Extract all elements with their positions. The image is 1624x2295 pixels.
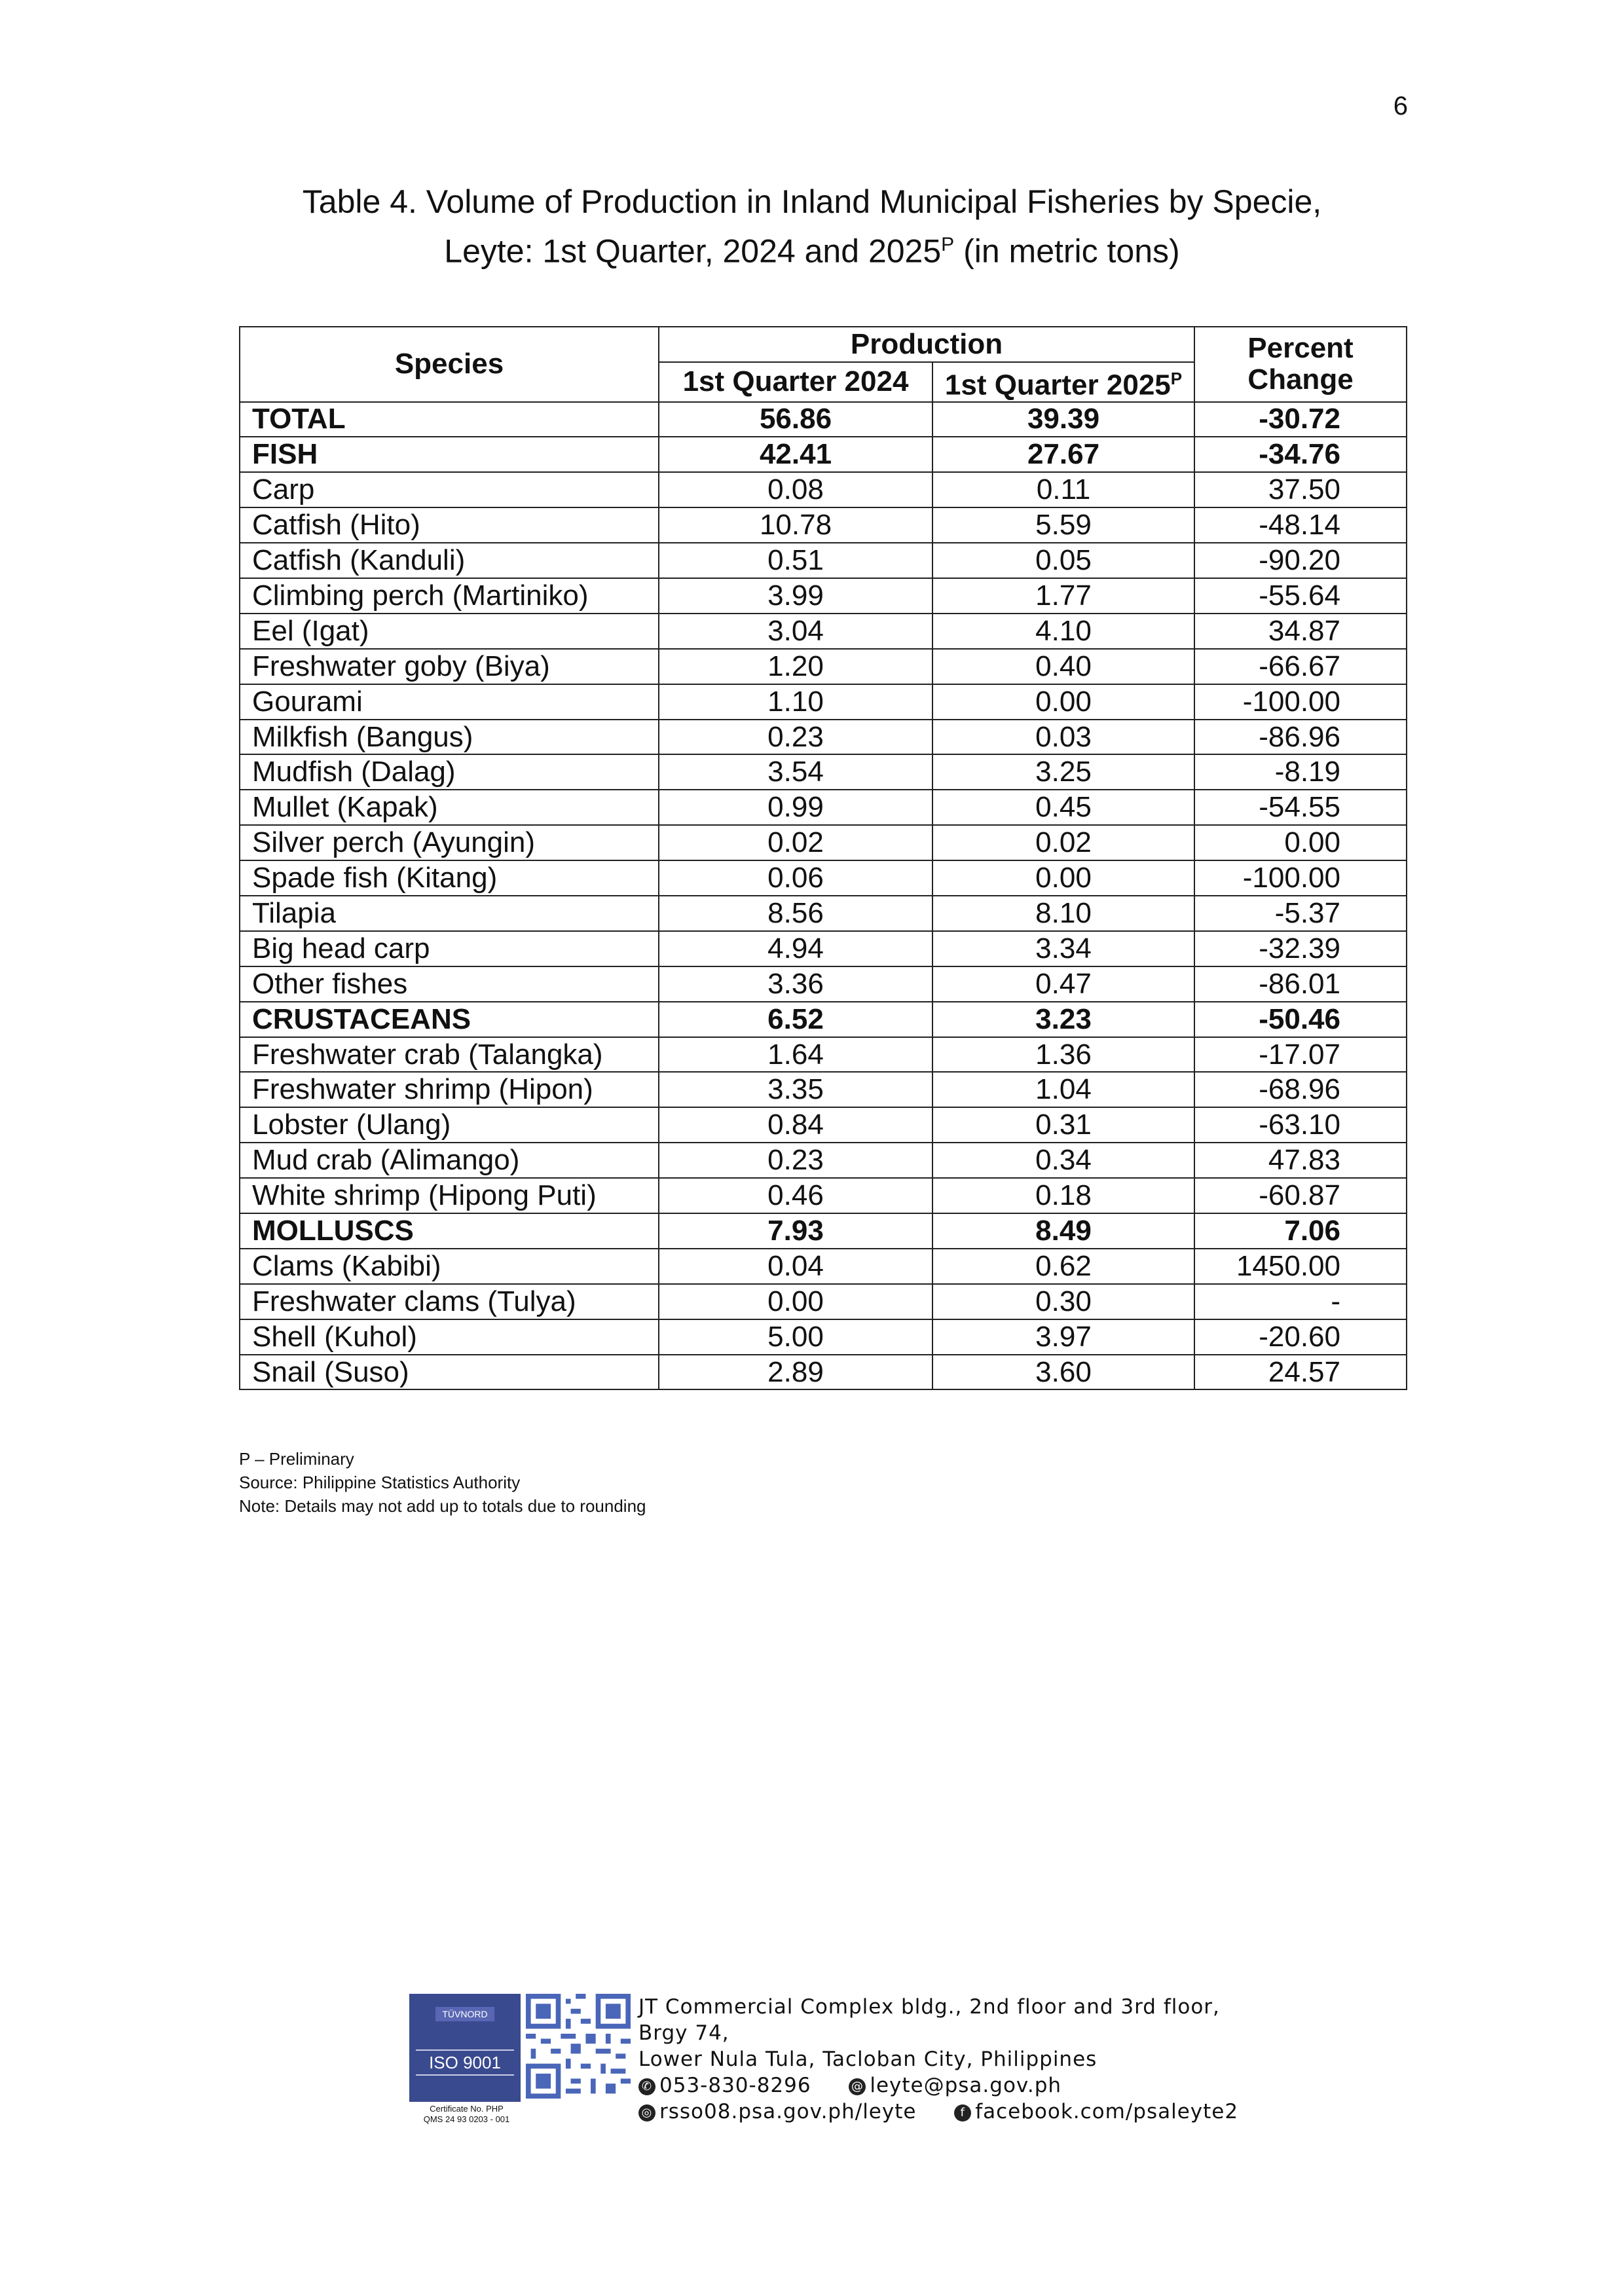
q2025-cell: 8.49 (932, 1213, 1194, 1249)
note-preliminary: P – Preliminary (239, 1449, 354, 1469)
phone-number: 053-830-8296 (659, 2074, 811, 2097)
q2024-cell: 0.04 (659, 1249, 932, 1284)
species-cell: Catfish (Hito) (240, 507, 659, 543)
species-cell: Big head carp (240, 931, 659, 966)
q2025-cell: 0.00 (932, 860, 1194, 896)
species-cell: Tilapia (240, 896, 659, 931)
percent-change-cell: -100.00 (1194, 860, 1407, 896)
table-row (240, 720, 1407, 755)
percent-change-cell: -54.55 (1194, 790, 1407, 825)
tuv-logo: TÜVNORD (435, 2007, 494, 2021)
species-cell: Shell (Kuhol) (240, 1319, 659, 1355)
q2024-cell: 3.99 (659, 578, 932, 614)
iso-label: ISO 9001 (416, 2049, 514, 2076)
q2025-cell: 8.10 (932, 896, 1194, 931)
percent-change-cell: -68.96 (1194, 1072, 1407, 1107)
percent-change-cell: -30.72 (1194, 402, 1407, 437)
email-link[interactable]: leyte@psa.gov.ph (870, 2074, 1062, 2097)
q2024-cell: 5.00 (659, 1319, 932, 1355)
species-cell: FISH (240, 437, 659, 472)
table-row (240, 684, 1407, 720)
species-cell: Mullet (Kapak) (240, 790, 659, 825)
table-body (240, 402, 1407, 1390)
table-row (240, 437, 1407, 472)
production-table (239, 326, 1407, 1390)
table-row (240, 1143, 1407, 1178)
q2025-cell: 1.36 (932, 1037, 1194, 1073)
header-percent-line1: Percent (1247, 332, 1354, 365)
q2024-cell: 8.56 (659, 896, 932, 931)
q2025-cell: 4.10 (932, 614, 1194, 649)
table-title (0, 180, 1624, 273)
species-cell: CRUSTACEANS (240, 1002, 659, 1037)
title-superscript: P (941, 234, 955, 255)
q2024-cell: 3.54 (659, 754, 932, 790)
title-line-1: Table 4. Volume of Production in Inland Municipal Fisheries by Specie, (302, 183, 1322, 220)
species-cell: MOLLUSCS (240, 1213, 659, 1249)
percent-change-cell: 0.00 (1194, 825, 1407, 860)
species-cell: Silver perch (Ayungin) (240, 825, 659, 860)
species-cell: White shrimp (Hipong Puti) (240, 1178, 659, 1213)
species-cell: Carp (240, 472, 659, 507)
address-line-2: Lower Nula Tula, Tacloban City, Philippines (638, 2047, 1098, 2071)
cert-line-1: Certificate No. PHP (430, 2104, 504, 2114)
q2024-cell: 0.51 (659, 543, 932, 578)
table-row (240, 1213, 1407, 1249)
q2025-cell: 1.77 (932, 578, 1194, 614)
species-cell: Spade fish (Kitang) (240, 860, 659, 896)
table-row (240, 896, 1407, 931)
table-row (240, 1249, 1407, 1284)
percent-change-cell: -32.39 (1194, 931, 1407, 966)
header-species: Species (240, 327, 659, 402)
page-number: 6 (1393, 92, 1408, 120)
species-cell: Lobster (Ulang) (240, 1107, 659, 1143)
table-row (240, 1072, 1407, 1107)
header-percent-line2: Change (1247, 363, 1354, 396)
q2025-cell: 0.34 (932, 1143, 1194, 1178)
percent-change-cell: 47.83 (1194, 1143, 1407, 1178)
percent-change-cell: -86.01 (1194, 966, 1407, 1002)
percent-change-cell: -5.37 (1194, 896, 1407, 931)
q2024-cell: 0.06 (659, 860, 932, 896)
percent-change-cell: -17.07 (1194, 1037, 1407, 1073)
website-link[interactable]: rsso08.psa.gov.ph/leyte (659, 2100, 917, 2123)
percent-change-cell: 24.57 (1194, 1355, 1407, 1390)
header-percent-change (1194, 327, 1407, 402)
table-row (240, 1178, 1407, 1213)
q2025-cell: 5.59 (932, 507, 1194, 543)
table-row (240, 578, 1407, 614)
q2025-cell: 0.00 (932, 684, 1194, 720)
table-row (240, 614, 1407, 649)
q2025-cell: 0.11 (932, 472, 1194, 507)
species-cell: Clams (Kabibi) (240, 1249, 659, 1284)
q2025-cell: 0.18 (932, 1178, 1194, 1213)
species-cell: Gourami (240, 684, 659, 720)
q2024-cell: 1.20 (659, 649, 932, 684)
footer (409, 1994, 1261, 2125)
facebook-link[interactable]: facebook.com/psaleyte2 (975, 2100, 1239, 2123)
q2024-cell: 0.23 (659, 1143, 932, 1178)
table-row (240, 543, 1407, 578)
q2024-cell: 1.64 (659, 1037, 932, 1073)
table-row (240, 507, 1407, 543)
species-cell: Mud crab (Alimango) (240, 1143, 659, 1178)
q2024-cell: 10.78 (659, 507, 932, 543)
q2025-cell: 3.97 (932, 1319, 1194, 1355)
species-cell: Other fishes (240, 966, 659, 1002)
email-icon: @ (849, 2078, 866, 2095)
q2025-cell: 27.67 (932, 437, 1194, 472)
title-line-2 (0, 223, 1624, 273)
table-row (240, 649, 1407, 684)
q2025-cell: 3.34 (932, 931, 1194, 966)
iso-certification-badge (409, 1994, 521, 2102)
species-cell: Freshwater crab (Talangka) (240, 1037, 659, 1073)
q2025-cell: 1.04 (932, 1072, 1194, 1107)
table-row (240, 1319, 1407, 1355)
contact-row-1 (638, 2072, 1261, 2099)
percent-change-cell: -66.67 (1194, 649, 1407, 684)
table-row (240, 860, 1407, 896)
title-line-2-unit: (in metric tons) (954, 232, 1180, 270)
cert-line-2: QMS 24 93 0203 - 001 (423, 2114, 510, 2124)
table-row (240, 931, 1407, 966)
certificate-number (409, 2104, 524, 2125)
q2024-cell: 0.84 (659, 1107, 932, 1143)
species-cell: Climbing perch (Martiniko) (240, 578, 659, 614)
species-cell: Freshwater goby (Biya) (240, 649, 659, 684)
note-rounding: Note: Details may not add up to totals due to rounding (239, 1496, 646, 1516)
q2024-cell: 0.99 (659, 790, 932, 825)
percent-change-cell: -55.64 (1194, 578, 1407, 614)
q2025-cell: 3.25 (932, 754, 1194, 790)
q2024-cell: 0.08 (659, 472, 932, 507)
q2024-cell: 0.00 (659, 1284, 932, 1319)
q2024-cell: 0.23 (659, 720, 932, 755)
phone-icon: ✆ (638, 2078, 655, 2095)
q2025-cell: 39.39 (932, 402, 1194, 437)
q2024-cell: 3.36 (659, 966, 932, 1002)
facebook-icon: f (954, 2104, 971, 2121)
q2025-cell: 0.30 (932, 1284, 1194, 1319)
species-cell: Snail (Suso) (240, 1355, 659, 1390)
table-row (240, 402, 1407, 437)
table-notes (239, 1447, 646, 1518)
q2024-cell: 4.94 (659, 931, 932, 966)
header-q2025-text: 1st Quarter 2025 (944, 369, 1171, 401)
header-q2024: 1st Quarter 2024 (659, 362, 932, 402)
q2024-cell: 42.41 (659, 437, 932, 472)
q2025-cell: 0.05 (932, 543, 1194, 578)
contact-row-2 (638, 2099, 1261, 2125)
table-row (240, 472, 1407, 507)
percent-change-cell: - (1194, 1284, 1407, 1319)
percent-change-cell: -63.10 (1194, 1107, 1407, 1143)
percent-change-cell: -50.46 (1194, 1002, 1407, 1037)
table-row (240, 754, 1407, 790)
percent-change-cell: -100.00 (1194, 684, 1407, 720)
species-cell: Eel (Igat) (240, 614, 659, 649)
percent-change-cell: -20.60 (1194, 1319, 1407, 1355)
q2024-cell: 1.10 (659, 684, 932, 720)
percent-change-cell: -48.14 (1194, 507, 1407, 543)
q2025-cell: 3.60 (932, 1355, 1194, 1390)
table-row (240, 966, 1407, 1002)
q2024-cell: 6.52 (659, 1002, 932, 1037)
header-q2025 (932, 362, 1194, 402)
q2024-cell: 0.02 (659, 825, 932, 860)
q2024-cell: 3.35 (659, 1072, 932, 1107)
q2025-cell: 0.40 (932, 649, 1194, 684)
note-source: Source: Philippine Statistics Authority (239, 1473, 521, 1492)
q2024-cell: 7.93 (659, 1213, 932, 1249)
q2025-cell: 0.62 (932, 1249, 1194, 1284)
percent-change-cell: -86.96 (1194, 720, 1407, 755)
species-cell: Milkfish (Bangus) (240, 720, 659, 755)
table-row (240, 1107, 1407, 1143)
q2025-cell: 0.47 (932, 966, 1194, 1002)
table-row (240, 825, 1407, 860)
q2024-cell: 56.86 (659, 402, 932, 437)
contact-info (638, 1994, 1261, 2125)
species-cell: TOTAL (240, 402, 659, 437)
percent-change-cell: -8.19 (1194, 754, 1407, 790)
q2024-cell: 2.89 (659, 1355, 932, 1390)
percent-change-cell: -60.87 (1194, 1178, 1407, 1213)
percent-change-cell: 1450.00 (1194, 1249, 1407, 1284)
species-cell: Freshwater clams (Tulya) (240, 1284, 659, 1319)
q2024-cell: 3.04 (659, 614, 932, 649)
qr-code (526, 1994, 631, 2099)
percent-change-cell: -90.20 (1194, 543, 1407, 578)
q2025-cell: 0.03 (932, 720, 1194, 755)
table-row (240, 1002, 1407, 1037)
title-line-2-text: Leyte: 1st Quarter, 2024 and 2025 (444, 232, 942, 270)
percent-change-cell: 7.06 (1194, 1213, 1407, 1249)
header-production: Production (659, 327, 1194, 362)
table-row (240, 1355, 1407, 1390)
percent-change-cell: -34.76 (1194, 437, 1407, 472)
header-q2025-sup: P (1170, 368, 1183, 388)
address-line-1: JT Commercial Complex bldg., 2nd floor and 3rd floor, Brgy 74, (638, 1995, 1220, 2045)
q2024-cell: 0.46 (659, 1178, 932, 1213)
table-row (240, 790, 1407, 825)
species-cell: Mudfish (Dalag) (240, 754, 659, 790)
q2025-cell: 0.45 (932, 790, 1194, 825)
species-cell: Catfish (Kanduli) (240, 543, 659, 578)
percent-change-cell: 37.50 (1194, 472, 1407, 507)
table-row (240, 1037, 1407, 1073)
q2025-cell: 3.23 (932, 1002, 1194, 1037)
globe-icon: ◎ (638, 2104, 655, 2121)
q2025-cell: 0.31 (932, 1107, 1194, 1143)
q2025-cell: 0.02 (932, 825, 1194, 860)
species-cell: Freshwater shrimp (Hipon) (240, 1072, 659, 1107)
percent-change-cell: 34.87 (1194, 614, 1407, 649)
table-row (240, 1284, 1407, 1319)
